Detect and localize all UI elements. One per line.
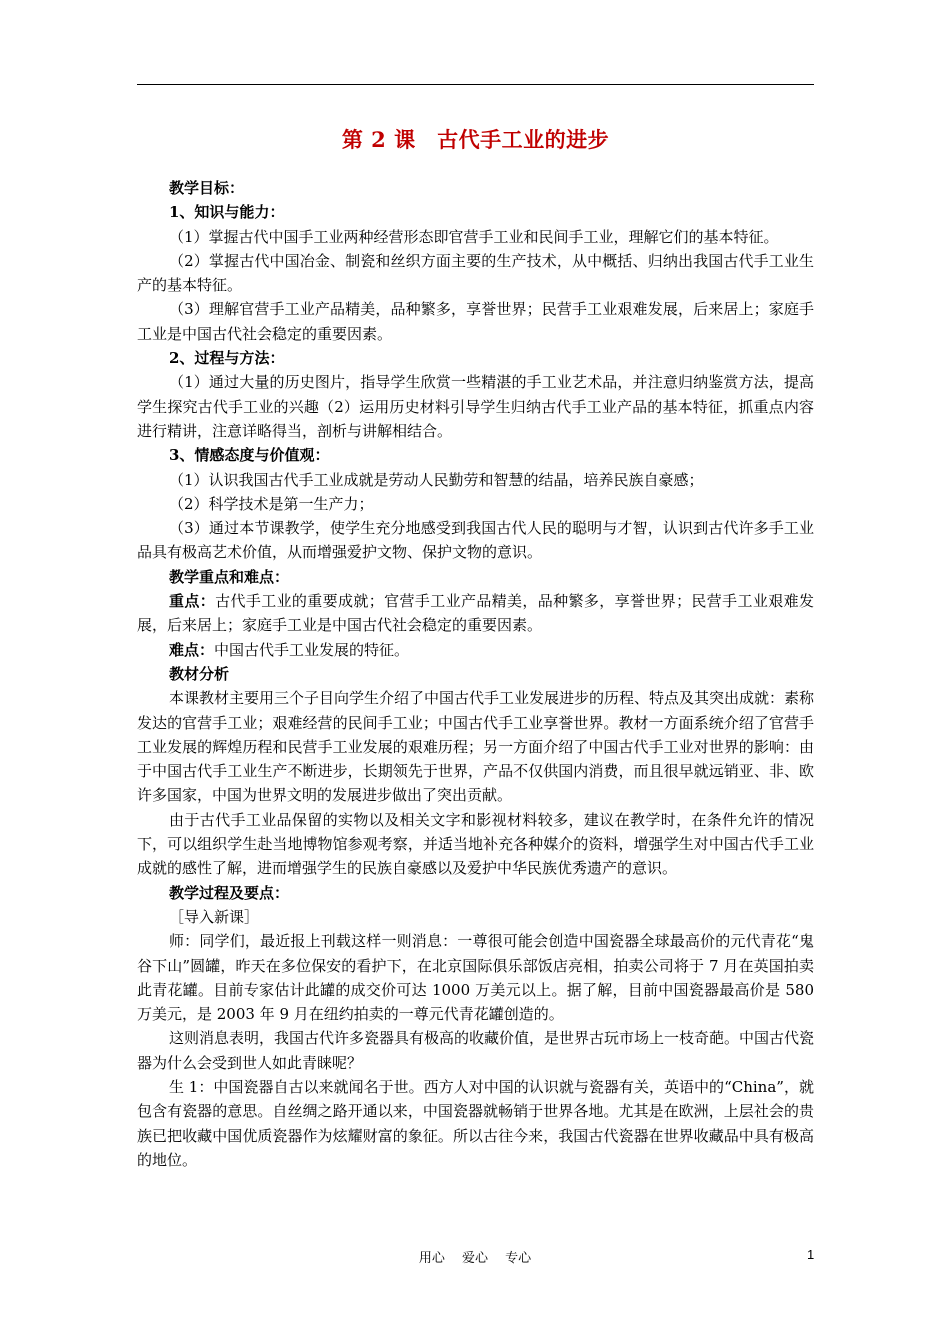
page-footer — [0, 1247, 950, 1267]
page-number: 1 — [807, 1247, 815, 1262]
analysis-heading: 教材分析 — [169, 664, 230, 683]
key-point-text: 古代手工业的重要成就；官营手工业产品精美，品种繁多，享誉世界；民营手工业艰难发展，后来居上；家庭手工业是中国古代社会稳定的重要因素。 — [137, 592, 814, 635]
difficulty-text: 中国古代手工业发展的特征。 — [214, 640, 410, 659]
student-paragraph-1: 生 1：中国瓷器自古以来就闻名于世。西方人对中国的认识就与瓷器有关，英语中的“China”，就包含有瓷器的意思。自丝绸之路开通以来，中国瓷器就畅销于世界各地。尤其是在欧洲，上层社会的贵族已把收藏中国优质瓷器作为炫耀财富的象征。所以古往今来，我国古代瓷器在世界收藏品中具有极高的地位。 — [137, 1077, 814, 1169]
values-heading: 3、情感态度与价值观： — [169, 446, 330, 465]
knowledge-heading: 1、知识与能力： — [169, 203, 285, 222]
analysis-paragraph-1: 本课教材主要用三个子目向学生介绍了中国古代手工业发展进步的历程、特点及其突出成就：素称发达的官营手工业；艰难经营的民间手工业；中国古代手工业享誉世界。教材一方面系统介绍了官营手工业发展的辉煌历程和民营手工业发展的艰难历程；另一方面介绍了中国古代手工业对世界的影响：由于中国古代手工业生产不断进步，长期领先于世界，产品不仅供国内消费，而且很早就远销亚、非、欧许多国家，中国为世界文明的发展进步做出了突出贡献。 — [137, 689, 815, 805]
key-point-paragraph — [137, 589, 814, 638]
process-heading: 2、过程与方法： — [169, 349, 285, 368]
intro-label: ［导入新课］ — [169, 907, 260, 926]
goals-heading: 教学目标： — [169, 179, 245, 197]
footer-motto: 用心 爱心 专心 — [418, 1251, 532, 1266]
values-item-3: （3）通过本节课教学，使学生充分地感受到我国古代人民的聪明与才智，认识到古代许多手工业品具有极高艺术价值，从而增强爱护文物、保护文物的意识。 — [137, 519, 814, 562]
lesson-title: 第 2 课 古代手工业的进步 — [341, 127, 610, 152]
procedure-heading: 教学过程及要点： — [169, 883, 290, 902]
header-rule — [137, 84, 814, 85]
analysis-paragraph-2: 由于古代手工业品保留的实物以及相关文字和影视材料较多，建议在教学时，在条件允许的情况下，可以组织学生赴当地博物馆参观考察，并适当地补充各种媒介的资料，增强学生对中国古代手工业成就的感性了解，进而增强学生的民族自豪感以及爱护中华民族优秀遗产的意识。 — [137, 810, 814, 878]
difficulty-paragraph — [137, 638, 814, 662]
key-point-label: 重点： — [169, 592, 216, 611]
values-item-2: （2）科学技术是第一生产力； — [169, 494, 374, 513]
knowledge-item-2: （2）掌握古代中国冶金、制瓷和丝织方面主要的生产技术，从中概括、归纳出我国古代手工业生产的基本特征。 — [137, 251, 814, 295]
process-item-1: （1）通过大量的历史图片，指导学生欣赏一些精湛的手工业艺术品，并注意归纳鉴赏方法，提高学生探究古代手工业的兴趣（2）运用历史材料引导学生归纳古代手工业产品的基本特征，抓重点内容进行精讲，注意详略得当，剖析与讲解相结合。 — [137, 373, 814, 440]
values-item-1: （1）认识我国古代手工业成就是劳动人民勤劳和智慧的结晶，培养民族自豪感； — [169, 470, 704, 489]
document-body — [137, 176, 814, 1172]
teacher-paragraph-1: 师：同学们，最近报上刊载这样一则消息：一尊很可能会创造中国瓷器全球最高价的元代青花“鬼谷下山”圆罐，昨天在多位保安的看护下，在北京国际俱乐部饭店亮相，拍卖公司将于 7 月在英国拍卖此青花罐。目前专家估计此罐的成交价可达 1000 万美元以上。据了解，目前中国瓷器最高价是 580 万美元，是 2003 年 9 月在纽约拍卖的一尊元代青花罐创造的。 — [137, 932, 814, 1024]
difficulty-label: 难点： — [169, 640, 215, 659]
knowledge-item-3: （3）理解官营手工业产品精美，品种繁多，享誉世界；民营手工业艰难发展，后来居上；家庭手工业是中国古代社会稳定的重要因素。 — [137, 300, 814, 343]
key-points-heading: 教学重点和难点： — [169, 567, 290, 586]
teacher-paragraph-2: 这则消息表明，我国古代许多瓷器具有极高的收藏价值，是世界古玩市场上一枝奇葩。中国古代瓷器为什么会受到世人如此青睐呢？ — [137, 1029, 815, 1072]
knowledge-item-1: （1）掌握古代中国手工业两种经营形态即官营手工业和民间手工业，理解它们的基本特征。 — [169, 227, 779, 246]
